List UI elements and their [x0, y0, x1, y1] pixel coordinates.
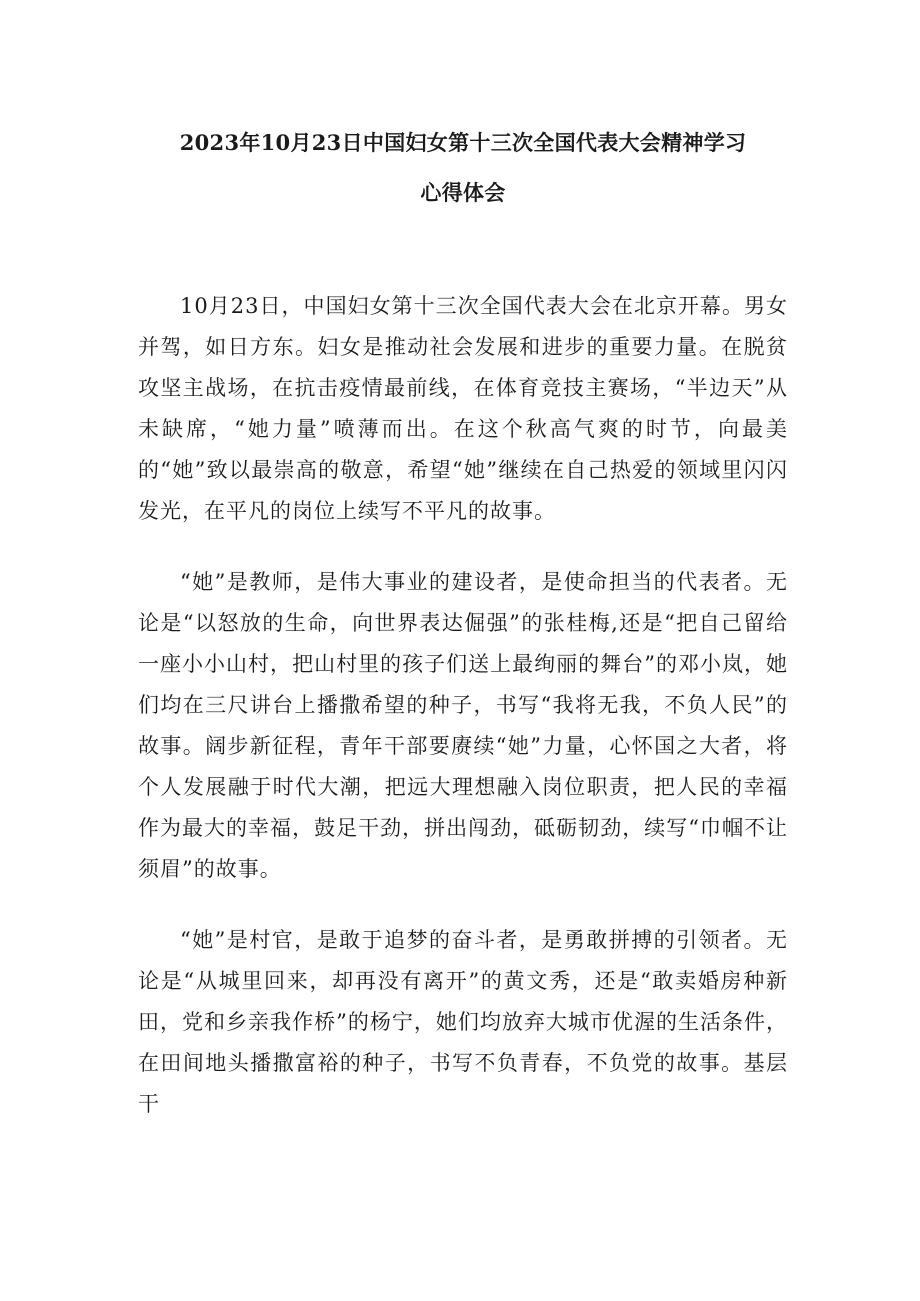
- paragraph-2: “她”是教师，是伟大事业的建设者，是使命担当的代表者。无论是“以怒放的生命，向世界表达倔强”的张桂梅,还是“把自己留给一座小小山村，把山村里的孩子们送上最绚丽的舞台”的邓小岚，她们均在三尺讲台上播撒希望的种子，书写“我将无我，不负人民”的故事。阔步新征程，青年干部要赓续“她”力量，心怀国之大者，将个人发展融于时代大潮，把远大理想融入岗位职责，把人民的幸福作为最大的幸福，鼓足干劲，拼出闯劲，砥砺韧劲，续写“巾帼不让须眉”的故事。: [138, 570, 788, 881]
- paragraph-3: “她”是村官，是敢于追梦的奋斗者，是勇敢拼搏的引领者。无论是“从城里回来，却再没有离开”的黄文秀，还是“敢卖婚房种新田，党和乡亲我作桥”的杨宁，她们均放弃大城市优渥的生活条件，在田间地头播撒富裕的种子，书写不负青春，不负党的故事。基层干: [138, 928, 788, 1116]
- document-title: [138, 118, 788, 218]
- paragraph-1: 10月23日，中国妇女第十三次全国代表大会在北京开幕。男女并驾，如日方东。妇女是推动社会发展和进步的重要力量。在脱贫攻坚主战场，在抗击疫情最前线，在体育竞技主赛场，“半边天”从未缺席，“她力量”喷薄而出。在这个秋高气爽的时节，向最美的“她”致以最崇高的敬意，希望“她”继续在自己热爱的领域里闪闪发光，在平凡的岗位上续写不平凡的故事。: [138, 294, 788, 523]
- document-body: [138, 286, 788, 1125]
- title-line-2: 心得体会: [420, 180, 506, 205]
- title-line-1: 2023年10月23日中国妇女第十三次全国代表大会精神学习: [179, 130, 747, 155]
